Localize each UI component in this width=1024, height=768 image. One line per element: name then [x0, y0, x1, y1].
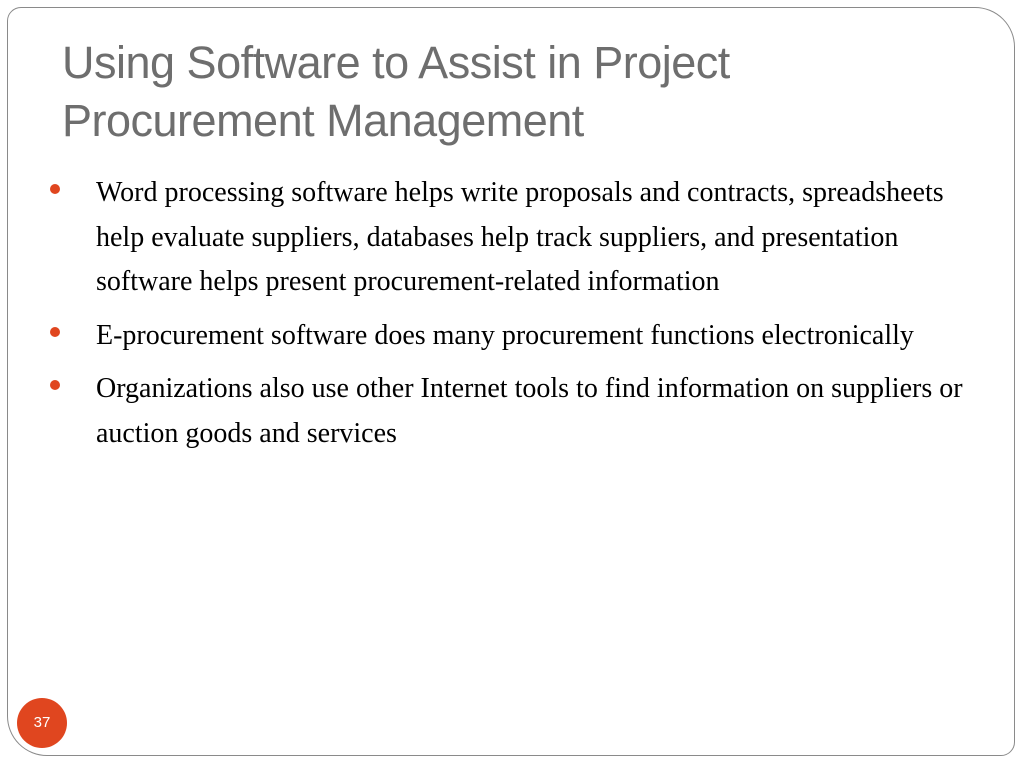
bullet-text: Word processing software helps write proposals and contracts, spreadsheets help evaluate suppliers, databases help track suppliers, and presentation software helps present procurement-related information — [96, 177, 944, 297]
bullet-text: E-procurement software does many procurement functions electronically — [96, 319, 914, 351]
bullet-item — [44, 367, 984, 456]
page-number-badge: 37 — [17, 698, 67, 748]
slide-title: Using Software to Assist in Project Procurement Management — [62, 37, 730, 146]
bullet-text: Organizations also use other Internet tools to find information on suppliers or auction goods and services — [96, 373, 963, 449]
bullet-item — [44, 314, 984, 359]
bullet-list — [44, 171, 984, 465]
bullet-dot-icon — [50, 380, 60, 390]
bullet-item — [44, 171, 984, 305]
bullet-dot-icon — [50, 184, 60, 194]
bullet-dot-icon — [50, 327, 60, 337]
